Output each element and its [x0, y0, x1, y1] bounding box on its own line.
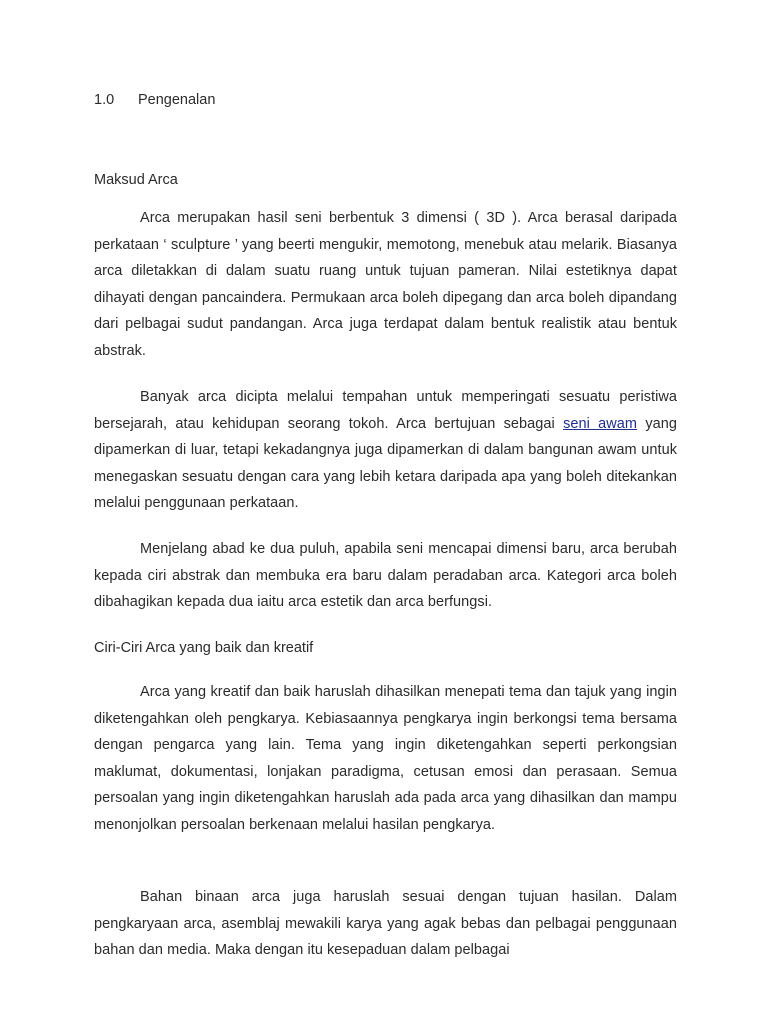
section-number: 1.0 [94, 92, 115, 108]
seni-awam-link[interactable]: seni awam [563, 415, 638, 432]
heading-maksud-arca: Maksud Arca [94, 172, 178, 188]
heading-ciri-ciri-arca: Ciri-Ciri Arca yang baik dan kreatif [94, 640, 314, 656]
section-title: Pengenalan [138, 92, 216, 108]
paragraph-2-text-before: Banyak arca dicipta melalui tempahan untuk memperingati sesuatu peristiwa bersejarah, atau kehidupan seorang tokoh. Arca bertujuan sebagai [94, 389, 677, 432]
paragraph-5: Bahan binaan arca juga haruslah sesuai dengan tujuan hasilan. Dalam pengkaryaan arca, asemblaj mewakili karya yang agak bebas dan pelbagai penggunaan bahan dan media. Maka dengan itu kesepaduan dalam pelbagai [94, 889, 677, 958]
paragraph-4: Arca yang kreatif dan baik haruslah dihasilkan menepati tema dan tajuk yang ingin diketengahkan oleh pengkarya. Kebiasaannya pengkarya ingin berkongsi tema bersama dengan pengarca yang lain. Tema yang ingin diketengahkan seperti perkongsian maklumat, dokumentasi, lonjakan paradigma, cetusan emosi dan perasaan. Semua persoalan yang ingin diketengahkan haruslah ada pada arca yang dihasilkan dan mampu menonjolkan persoalan berkenaan melalui hasilan pengkarya. [94, 684, 677, 833]
paragraph-2 [94, 384, 677, 517]
paragraph-3: Menjelang abad ke dua puluh, apabila seni mencapai dimensi baru, arca berubah kepada ciri abstrak dan membuka era baru dalam peradaban arca. Kategori arca boleh dibahagikan kepada dua iaitu arca estetik dan arca berfungsi. [94, 541, 677, 610]
section-heading [94, 91, 215, 109]
paragraph-2-text-after: yang dipamerkan di luar, tetapi kekadangnya juga dipamerkan di dalam bangunan awam untuk menegaskan sesuatu dengan cara yang lebih ketara daripada apa yang boleh ditekankan melalui penggunaan perkataan. [94, 415, 677, 511]
paragraph-1: Arca merupakan hasil seni berbentuk 3 dimensi ( 3D ). Arca berasal daripada perkataan ‘ sculpture ’ yang beerti mengukir, memotong, menebuk atau melarik. Biasanya arca diletakkan di dalam suatu ruang untuk tujuan pameran. Nilai estetiknya dapat dihayati dengan pancaindera. Permukaan arca boleh dipegang dan arca boleh dipandang dari pelbagai sudut pandangan. Arca juga terdapat dalam bentuk realistik atau bentuk abstrak. [94, 210, 677, 359]
